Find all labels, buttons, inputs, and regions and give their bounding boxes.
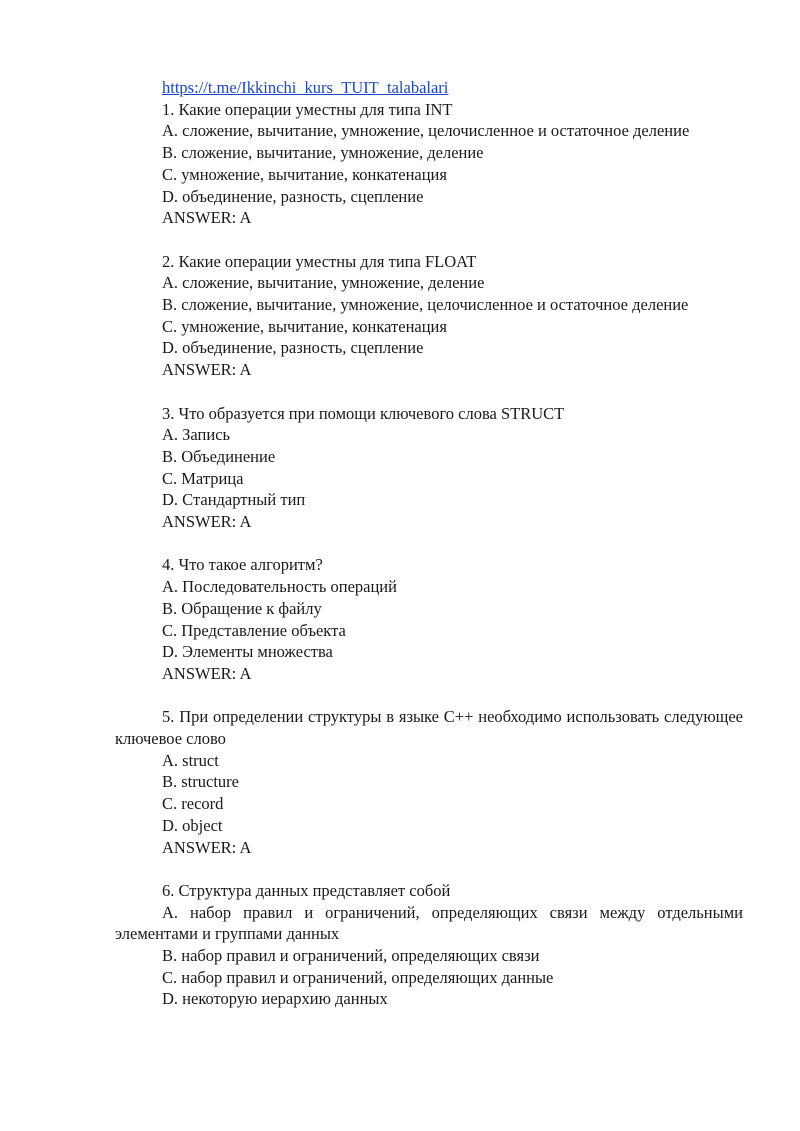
- option-a: A. Последовательность операций: [162, 577, 397, 597]
- telegram-link[interactable]: https://t.me/Ikkinchi_kurs_TUIT_talabalari: [162, 78, 449, 97]
- answer-line: ANSWER: A: [162, 208, 252, 228]
- question-title: 1. Какие операции уместны для типа INT: [162, 99, 453, 119]
- option-d: D. объединение, разность, сцепление: [162, 338, 424, 358]
- question-4: [115, 554, 743, 684]
- option-a: A. сложение, вычитание, умножение, деление: [162, 273, 485, 293]
- option-a: A. Запись: [162, 425, 231, 445]
- option-b: B. сложение, вычитание, умножение, деление: [162, 143, 484, 163]
- answer-line: ANSWER: A: [162, 837, 252, 857]
- option-c: C. Матрица: [162, 468, 244, 488]
- option-b: B. набор правил и ограничений, определяющих связи: [162, 946, 540, 966]
- question-title: 4. Что такое алгоритм?: [162, 555, 323, 575]
- option-c: C. набор правил и ограничений, определяющих данные: [162, 967, 554, 987]
- option-b: B. сложение, вычитание, умножение, целочисленное и остаточное деление: [162, 295, 689, 315]
- question-title: 6. Структура данных представляет собой: [162, 880, 451, 900]
- option-c: C. record: [162, 794, 224, 814]
- option-c: C. Представление объекта: [162, 620, 346, 640]
- option-d: D. Стандартный тип: [162, 490, 306, 510]
- question-1: [115, 99, 743, 229]
- option-d: D. Элементы множества: [162, 642, 333, 662]
- answer-line: ANSWER: A: [162, 512, 252, 532]
- question-2: [115, 251, 743, 381]
- document-page: [115, 77, 743, 1032]
- option-b: B. Объединение: [162, 446, 276, 466]
- option-b: B. Обращение к файлу: [162, 598, 322, 618]
- option-d: D. object: [162, 815, 223, 835]
- option-c: C. умножение, вычитание, конкатенация: [162, 164, 447, 184]
- option-b: B. structure: [162, 772, 239, 792]
- option-a: A. struct: [162, 750, 219, 770]
- option-d: D. объединение, разность, сцепление: [162, 186, 424, 206]
- option-a: A. набор правил и ограничений, определяющих связи между отдельными элементами и группами данных: [115, 902, 743, 944]
- option-c: C. умножение, вычитание, конкатенация: [162, 316, 447, 336]
- question-title: 3. Что образуется при помощи ключевого слова STRUCT: [162, 403, 565, 423]
- question-title: 5. При определении структуры в языке C++ необходимо использовать следующее ключевое слово: [115, 707, 743, 749]
- option-a: A. сложение, вычитание, умножение, целочисленное и остаточное деление: [162, 121, 690, 141]
- option-d: D. некоторую иерархию данных: [162, 989, 388, 1009]
- question-5: [115, 706, 743, 858]
- question-3: [115, 403, 743, 533]
- answer-line: ANSWER: A: [162, 663, 252, 683]
- question-6: [115, 880, 743, 1010]
- answer-line: ANSWER: A: [162, 360, 252, 380]
- question-title: 2. Какие операции уместны для типа FLOAT: [162, 251, 477, 271]
